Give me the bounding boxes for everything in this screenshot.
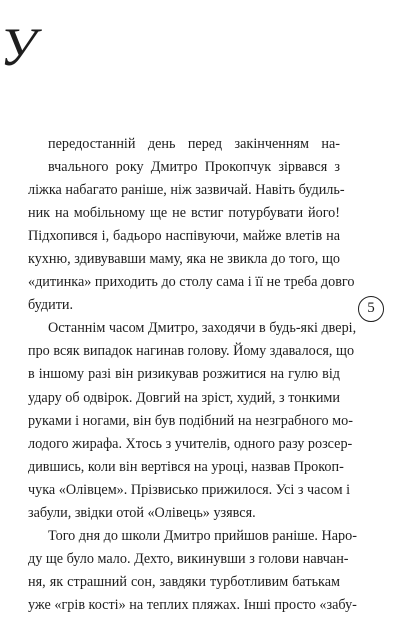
body-text (28, 133, 357, 617)
text-line: Підхопився і, бадьоро наспівуючи, майже влетів на (28, 228, 340, 245)
text-line: уже «грів кості» на теплих пляжах. Інші просто «забу- (28, 596, 357, 613)
text-line: забули, звідки отой «Олівець» узявся. (28, 504, 256, 521)
text-line: удару об одвірок. Довгий на зріст, худий, з тонкими (28, 389, 340, 406)
text-line: вчального року Дмитро Прокопчук зірвався з (48, 159, 340, 176)
text-line: ду ще було мало. Дехто, викинувши з голови навчан- (28, 550, 349, 567)
text-line: лодого жирафа. Хтось з учителів, одного разу розсер- (28, 435, 353, 452)
drop-cap: У (0, 17, 37, 77)
text-line: дившись, коли він вертівся на уроці, назвав Прокоп- (28, 458, 344, 475)
text-line: ня, як страшний сон, завдяки турботливим батькам (28, 573, 340, 590)
text-line: Того дня до школи Дмитро прийшов раніше. Наро- (48, 527, 357, 544)
text-line: кухню, здивувавши маму, яка не звикла до того, що (28, 251, 340, 268)
text-line: ліжка набагато раніше, ніж зазвичай. Навіть будиль- (28, 182, 345, 199)
text-line: передостанній день перед закінченням на- (48, 136, 340, 152)
text-line: про всяк випадок нагинав голову. Йому здавалося, що (28, 343, 355, 360)
text-line: в іншому разі він ризикував розжитися на гулю від (28, 366, 340, 383)
text-line: «дитинка» приходить до столу сама і її не треба довго (28, 274, 355, 291)
text-line: будити. (28, 297, 74, 314)
page-number: 5 (358, 296, 384, 322)
text-line: Останнім часом Дмитро, заходячи в будь-які двері, (48, 320, 357, 337)
text-line: руками і ногами, він був подібний на незграбного мо- (28, 412, 353, 429)
text-line: ник на мобільному ще не встиг потурбувати його! (28, 205, 340, 222)
text-line: чука «Олівцем». Прізвисько прижилося. Усі з часом і (28, 481, 351, 498)
